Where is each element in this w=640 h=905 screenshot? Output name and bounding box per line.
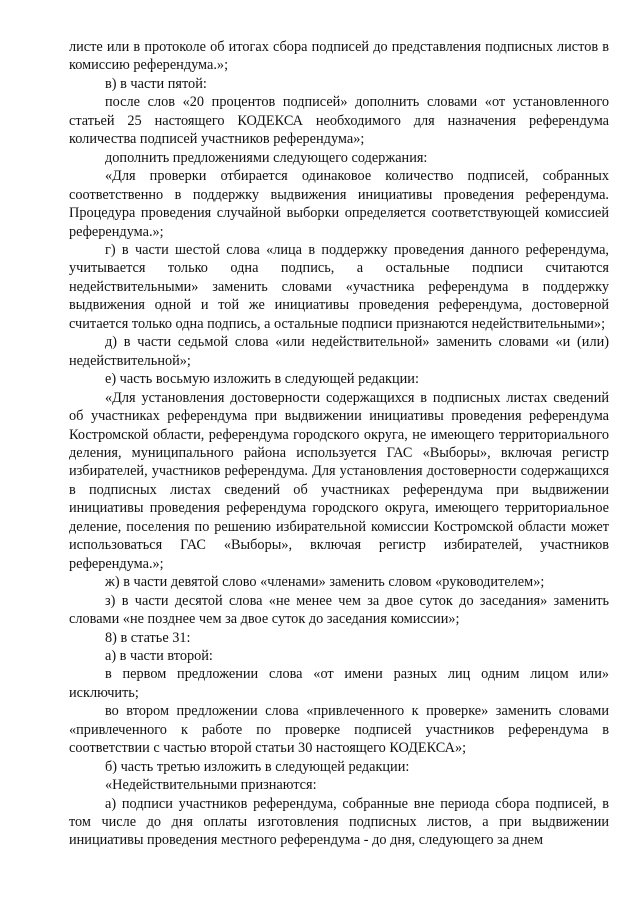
paragraph-quote-gas-vybory: «Для установления достоверности содержащихся в подписных листах сведений об участниках референдума при выдвижении инициативы проведения референдума Костромской области, референдума городского округа, не имеющего территориального деления, муниципального района используется ГАС «Выборы», включая регистр избирателей, участников референдума. Для установления достоверности содержащихся в подписных листах сведений об участниках референдума при выдвижении инициативы проведения референдума городского округа, имеющего территориальное деление, поселения по решению избирательной комиссии Костромской области может использоваться ГАС «Выборы», включая регистр избирателей, участников референдума.»; bbox=[69, 389, 609, 572]
paragraph-second-sentence: во втором предложении слова «привлеченного к проверке» заменить словами «привлеченного к работе по проверке подписей участников референдума в соответствии с частью второй статьи 30 настоящего КОДЕКСА»; bbox=[69, 703, 609, 757]
paragraph-first-sentence: в первом предложении слова «от имени разных лиц одним лицом или» исключить; bbox=[69, 666, 609, 701]
paragraph-item-z: з) в части десятой слова «не менее чем за двое суток до заседания» заменить словами «не позднее чем за двое суток до заседания комиссии»; bbox=[69, 592, 609, 628]
paragraph-item-a: а) в части второй: bbox=[105, 647, 213, 664]
paragraph-item-e: е) часть восьмую изложить в следующей редакции: bbox=[105, 371, 419, 388]
paragraph-continuation: листе или в протоколе об итогах сбора подписей до представления подписных листов в комиссию референдума.»; bbox=[69, 39, 609, 74]
paragraph-invalid-header: «Недействительными признаются: bbox=[105, 777, 317, 794]
paragraph-item-zh: ж) в части девятой слово «членами» заменить словом «руководителем»; bbox=[105, 574, 545, 591]
paragraph-item-v: в) в части пятой: bbox=[105, 75, 207, 92]
document-body bbox=[69, 38, 609, 850]
paragraph-item-d: д) в части седьмой слова «или недействительной» заменить словами «и (или) недействительной»; bbox=[69, 334, 609, 369]
paragraph-item-g: г) в части шестой слова «лица в поддержку проведения данного референдума, учитывается только одна подпись, а остальные подписи считаются недействительными» заменить словами «участника референдума в поддержку выдвижения одной и той же инициативы проведения референдума, достоверной считается только одна подпись, а остальные подписи признаются недействительными»; bbox=[69, 241, 609, 332]
paragraph-after-words: после слов «20 процентов подписей» дополнить словами «от установленного статьей 25 настоящего КОДЕКСА необходимого для назначения референдума количества подписей участников референдума»; bbox=[69, 94, 609, 148]
paragraph-item-b: б) часть третью изложить в следующей редакции: bbox=[105, 758, 410, 775]
paragraph-quote-verification: «Для проверки отбирается одинаковое количество подписей, собранных соответственно в поддержку выдвижения инициативы проведения референдума. Процедура проведения случайной выборки определяется соответствующей комиссией референдума.»; bbox=[69, 168, 609, 240]
paragraph-item-8: 8) в статье 31: bbox=[105, 629, 191, 646]
paragraph-add-sentences: дополнить предложениями следующего содержания: bbox=[105, 149, 428, 166]
paragraph-invalid-item-a: а) подписи участников референдума, собранные вне периода сбора подписей, в том числе до дня оплаты изготовления подписных листов, а при выдвижении инициативы проведения местного референдума - до дня, следующего за днем bbox=[69, 795, 609, 849]
